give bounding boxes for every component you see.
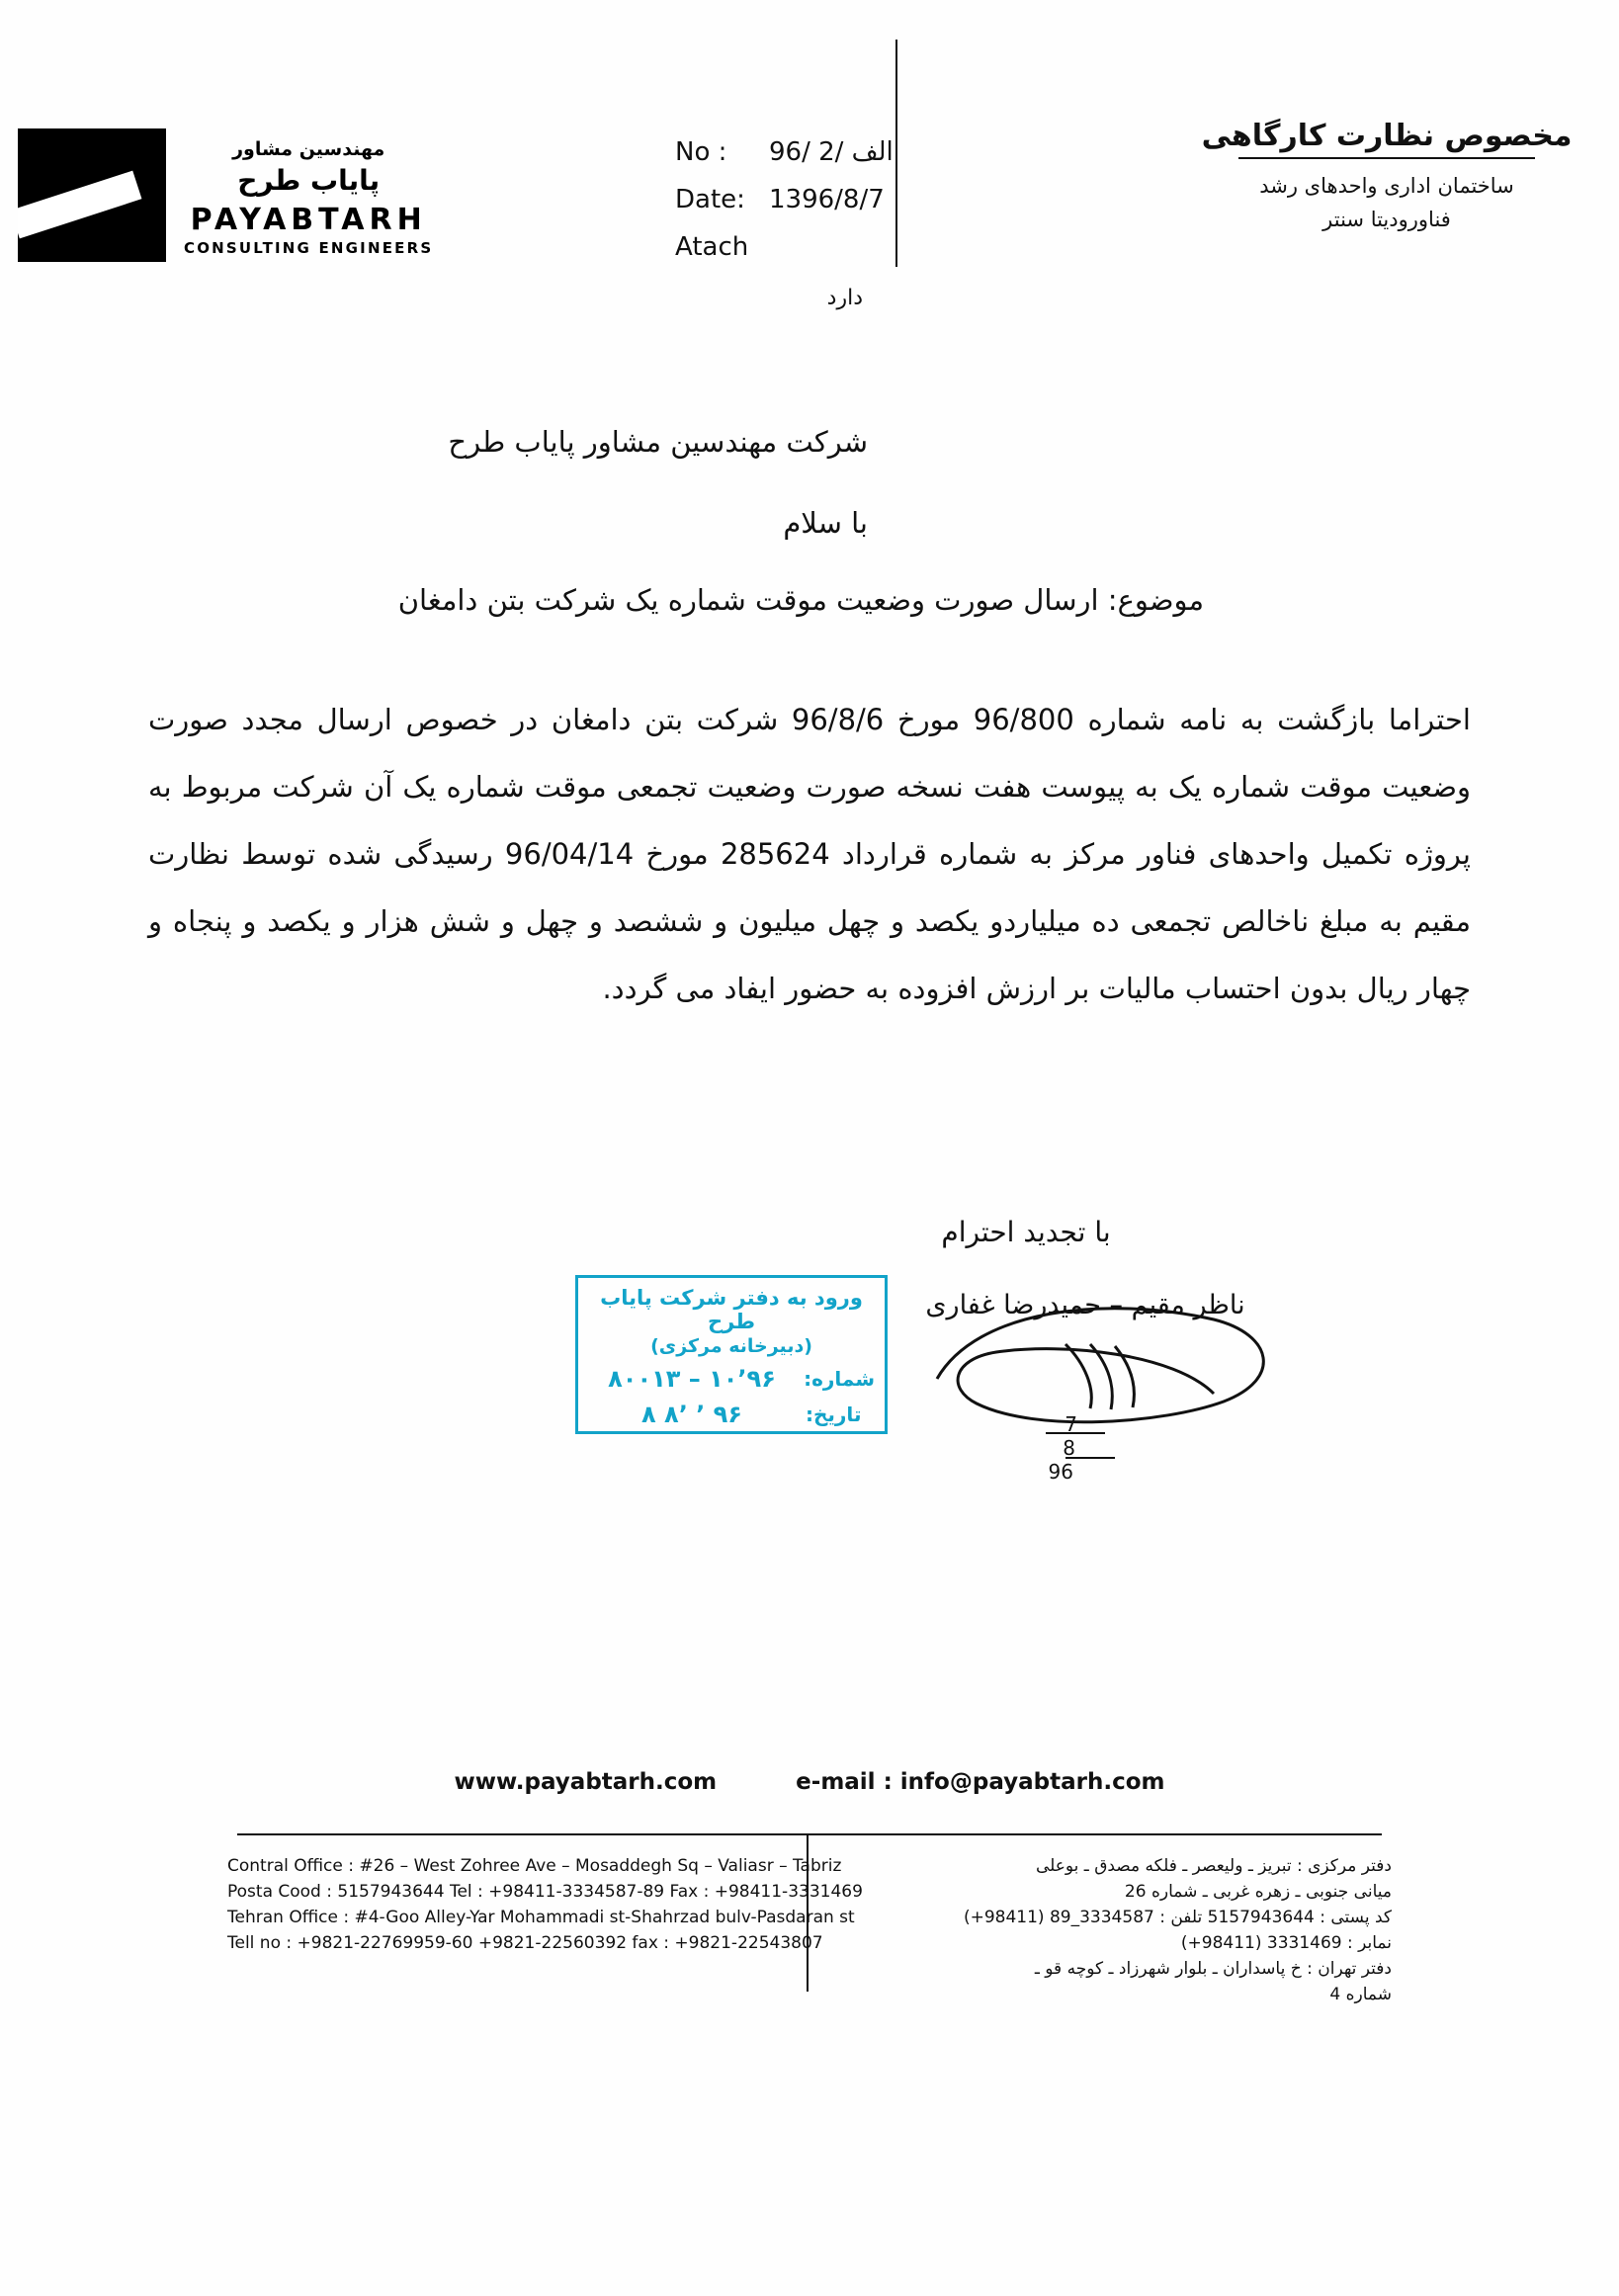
incoming-stamp-date-row [578, 1401, 885, 1428]
company-name-block [184, 128, 433, 257]
footer-english-address [227, 1853, 880, 1956]
incoming-stamp-number-label: شماره: [804, 1367, 875, 1391]
email-link[interactable]: e-mail : info@payabtarh.com [796, 1769, 1165, 1795]
incoming-stamp-line1: ورود به دفتر شرکت پایاب طرح [600, 1286, 863, 1333]
letter-number-label: No : [675, 137, 727, 167]
closing-line: با تجدید احترام [941, 1216, 1111, 1248]
letter-meta-block [675, 128, 937, 322]
footer-web-line [0, 1769, 1619, 1795]
footer-en-line-2: Tehran Office : #4-Goo Alley-Yar Mohammadi st-Shahrzad bulv-Pasdaran st [227, 1908, 855, 1927]
letter-date-value: 1396/8/7 [769, 185, 885, 214]
subject-line: موضوع: ارسال صورت وضعیت موقت شماره یک شرکت بتن دامغان [397, 583, 1204, 617]
footer-fa-line-3: نمابر : 3331469 (98411+) [1180, 1933, 1392, 1953]
incoming-registration-stamp [575, 1275, 888, 1434]
incoming-stamp-date-label: تاریخ: [806, 1403, 862, 1426]
footer-fa-line-4: دفتر تهران : خ پاسداران ـ بلوار شهرزاد ـ کوچه قو ـ [1034, 1959, 1392, 1979]
company-fa-small: مهندسین مشاور [232, 138, 385, 160]
letter-atach-value: دارد [826, 286, 863, 310]
footer-fa-line-1: میانی جنوبی ـ زهره غربی ـ شماره 26 [1124, 1882, 1392, 1902]
footer-en-line-3: Tell no : +9821-22769959-60 +9821-22560392 fax : +9821-22543807 [227, 1933, 823, 1953]
letter-number-row [675, 128, 937, 176]
letter-atach-row [675, 223, 937, 322]
incoming-stamp-line2: (دبیرخانه مرکزی) [650, 1335, 812, 1357]
letter-atach-label: Atach [675, 232, 749, 262]
company-fa-name: پایاب طرح [237, 164, 381, 197]
supervision-stamp-line1: ساختمان اداری واحدهای رشد [1259, 174, 1514, 198]
supervision-stamp-title: مخصوص نظارت کارگاهی [1201, 119, 1573, 153]
supervision-stamp-underline [1238, 157, 1535, 159]
letter-date-label: Date: [675, 185, 745, 214]
footer-fa-line-0: دفتر مرکزی : تبریز ـ ولیعصر ـ فلکه مصدق ـ بوعلی [1035, 1856, 1392, 1876]
svg-text:96: 96 [1048, 1460, 1073, 1484]
footer-block [227, 1853, 1392, 2004]
website-link[interactable]: www.payabtarh.com [454, 1769, 718, 1795]
footer-en-line-1: Posta Cood : 5157943644 Tel : +98411-3334587-89 Fax : +98411-3331469 [227, 1882, 863, 1902]
body-paragraph: احتراما بازگشت به نامه شماره 96/800 مورخ 96/8/6 شرکت بتن دامغان در خصوص ارسال مجدد صورت وضعیت موقت شماره یک به پیوست هفت نسخه صورت وضعیت تجمعی موقت شماره یک آن شرکت مربوط به پروژه تکمیل واحدهای فناور مرکز به شماره قرارداد 285624 مورخ 96/04/14 رسیدگی شده توسط نظارت مقیم به مبلغ ناخالص تجمعی ده میلیاردو یکصد و چهل میلیون و ششصد و چهل و شش هزار و یکصد و پنجاه و چهار ریال بدون احتساب مالیات بر ارزش افزوده به حضور ایفاد می گردد. [148, 703, 1471, 1005]
letter-number-value: 96/ الف /2 [769, 137, 894, 167]
footer-fa-line-5: شماره 4 [1329, 1985, 1392, 2004]
letterhead-header [0, 109, 1619, 326]
footer-en-line-0: Contral Office : #26 – West Zohree Ave – Mosaddegh Sq – Valiasr – Tabriz [227, 1856, 842, 1876]
incoming-stamp-number-value: ۱۰٬۹۶ – ۸۰۰۱۳ [608, 1365, 776, 1393]
incoming-stamp-number-row [578, 1365, 885, 1393]
payabtarh-logo-icon [18, 128, 166, 262]
signature-block [848, 1216, 1322, 1320]
footer-persian-address [828, 1853, 1392, 2007]
incoming-stamp-date-value: ۹۶ ٬ ۸٬ ۸ [641, 1401, 742, 1428]
recipient-line: شرکت مهندسین مشاور پایاب طرح [448, 425, 868, 459]
svg-text:8: 8 [1063, 1436, 1075, 1460]
footer-divider [237, 1833, 1382, 1835]
letter-date-row [675, 176, 937, 223]
greeting-line: با سلام [783, 506, 868, 540]
signatory-name: ناظر مقیم – حمیدرضا غفاری [925, 1290, 1245, 1320]
company-logo-block [18, 128, 482, 262]
svg-text:7: 7 [1065, 1412, 1077, 1436]
supervision-stamp [1179, 119, 1594, 236]
letter-body [119, 425, 1500, 1022]
company-en-subtitle: CONSULTING ENGINEERS [184, 239, 434, 257]
company-en-name: PAYABTARH [190, 203, 427, 237]
footer-fa-line-2: کد پستی : 5157943644 تلفن : 3334587_89 (98411+) [963, 1908, 1392, 1927]
supervision-stamp-line2: فناوروديتا سنتر [1322, 208, 1451, 231]
